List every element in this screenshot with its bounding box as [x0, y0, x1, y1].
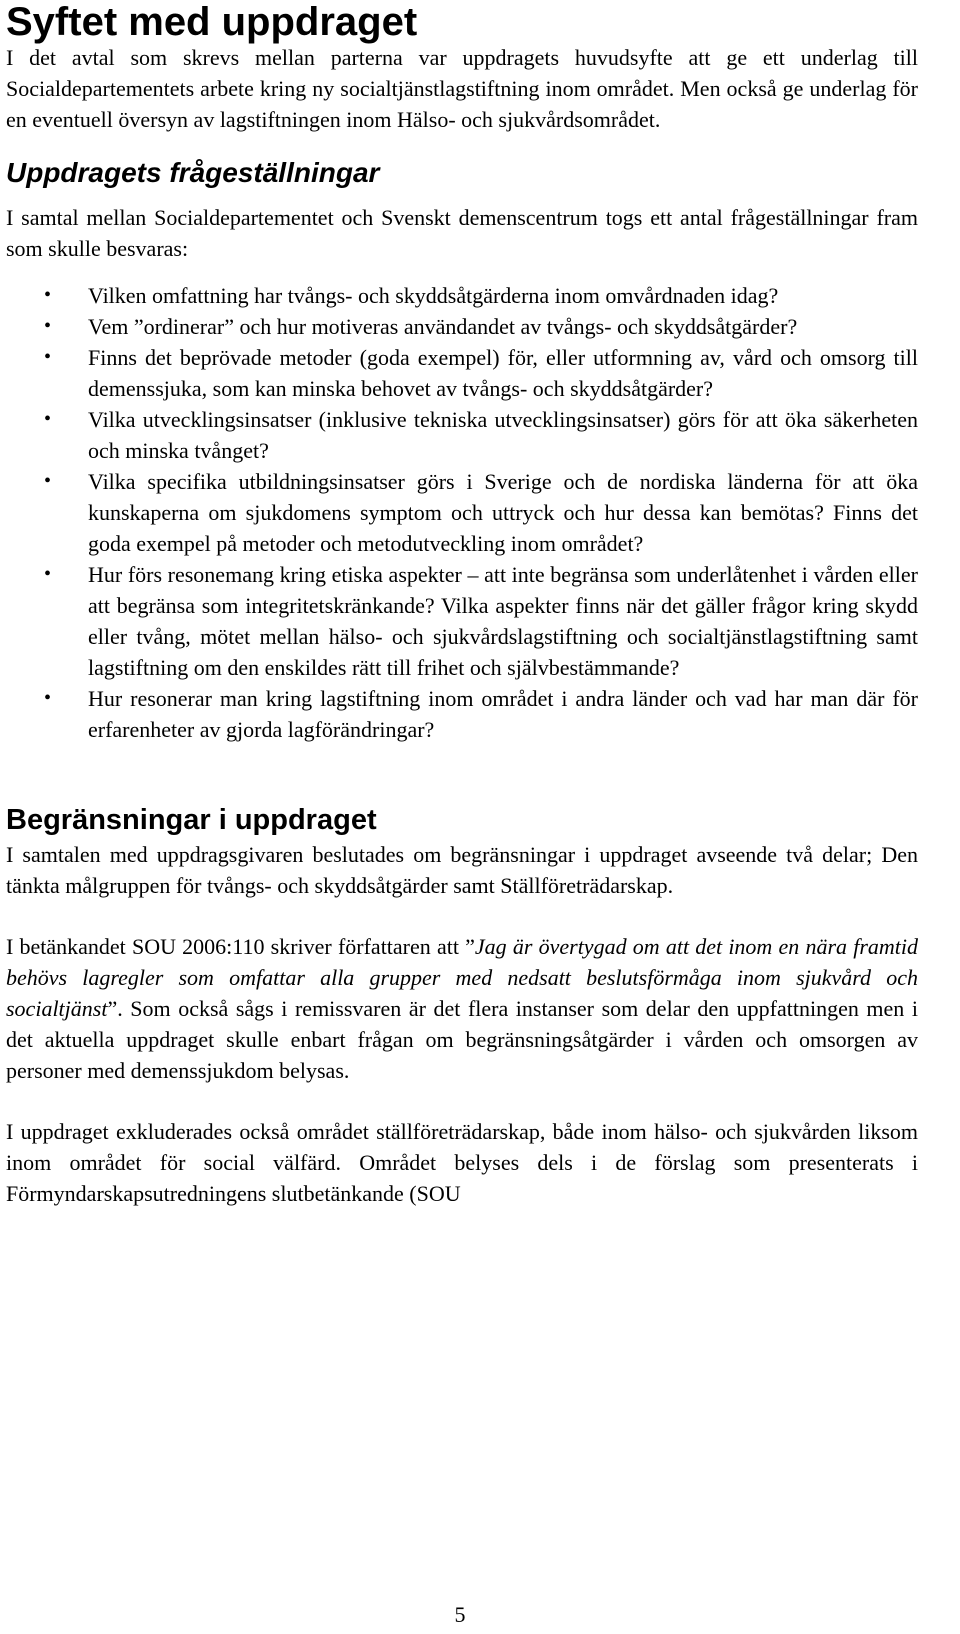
limitations-paragraph-2 — [6, 931, 918, 1086]
list-item-text: Vilka specifika utbildningsinsatser görs i Sverige och de nordiska länderna för att öka kunskaperna om sjukdomens symptom och uttryck och hur dessa kan bemötas? Finns det goda exempel på metoder och metodutveckling inom området? — [88, 469, 918, 556]
list-item — [6, 311, 918, 342]
list-item — [6, 404, 918, 466]
bullet-icon: • — [44, 284, 52, 306]
paragraph-text-start: I betänkandet SOU 2006:110 skriver författaren att ” — [6, 934, 475, 959]
list-item — [6, 683, 918, 745]
bullet-icon: • — [44, 470, 52, 492]
bullet-icon: • — [44, 563, 52, 585]
section-heading-fragestallningar: Uppdragets frågeställningar — [6, 157, 380, 188]
bullet-icon: • — [44, 408, 52, 430]
questions-list — [6, 280, 918, 745]
page-number: 5 — [454, 1602, 466, 1627]
document-page — [6, 0, 918, 1209]
bullet-icon: • — [44, 687, 52, 709]
list-item — [6, 280, 918, 311]
list-item — [6, 559, 918, 683]
list-item-text: Vilken omfattning har tvångs- och skyddsåtgärderna inom omvårdnaden idag? — [88, 283, 779, 308]
list-item — [6, 342, 918, 404]
bullet-icon: • — [44, 346, 52, 368]
bullet-icon: • — [44, 315, 52, 337]
purpose-paragraph: I det avtal som skrevs mellan parterna var uppdragets huvudsyfte att ge ett underlag till Socialdepartementets arbete kring ny socialtjänstlagstiftning inom området. Men också ge underlag för en eventuell översyn av lagstiftningen inom Hälso- och sjukvårdsområdet. — [6, 45, 918, 132]
section-heading-syftet: Syftet med uppdraget — [6, 0, 418, 44]
paragraph-text-end: ”. Som också sågs i remissvaren är det flera instanser som delar den uppfattningen men i det aktuella uppdraget skulle enbart frågan om begränsningsåtgärder i vården och omsorgen av personer med demenssjukdom belysas. — [6, 996, 918, 1083]
list-item — [6, 466, 918, 559]
list-item-text: Finns det beprövade metoder (goda exempel) för, eller utformning av, vård och omsorg till demenssjuka, som kan minska behovet av tvångs- och skyddsåtgärder? — [88, 345, 918, 401]
list-item-text: Vilka utvecklingsinsatser (inklusive tekniska utvecklingsinsatser) görs för att öka säkerheten och minska tvånget? — [88, 407, 918, 463]
sou-quote: Jag är övertygad om att det inom en nära framtid behövs lagregler som omfattar alla grupper med nedsatt beslutsförmåga inom sjukvård och socialtjänst — [6, 934, 918, 1021]
list-item-text: Vem ”ordinerar” och hur motiveras användandet av tvångs- och skyddsåtgärder? — [88, 314, 798, 339]
limitations-paragraph-1: I samtalen med uppdragsgivaren beslutades om begränsningar i uppdraget avseende två delar; Den tänkta målgruppen för tvångs- och skyddsåtgärder samt Ställföreträdarskap. — [6, 842, 918, 898]
list-item-text: Hur förs resonemang kring etiska aspekter – att inte begränsa som underlåtenhet i vården eller att begränsa som integritetskränkande? Vilka aspekter finns när det gäller frågor kring skydd eller tvång, mötet mellan hälso- och sjukvårdslagstiftning och socialtjänstlagstiftning samt lagstiftning om den enskildes rätt till frihet och självbestämmande? — [88, 562, 918, 680]
limitations-paragraph-3: I uppdraget exkluderades också området ställföreträdarskap, både inom hälso- och sjukvården liksom inom området för social välfärd. Området belyses dels i de förslag som presenterats i Förmyndarskapsutredningens slutbetänkande (SOU — [6, 1119, 918, 1206]
questions-intro-paragraph: I samtal mellan Socialdepartementet och Svenskt demenscentrum togs ett antal frågeställningar fram som skulle besvaras: — [6, 205, 918, 261]
section-heading-begransningar: Begränsningar i uppdraget — [6, 804, 377, 836]
list-item-text: Hur resonerar man kring lagstiftning inom området i andra länder och vad har man där för erfarenheter av gjorda lagförändringar? — [88, 686, 918, 742]
